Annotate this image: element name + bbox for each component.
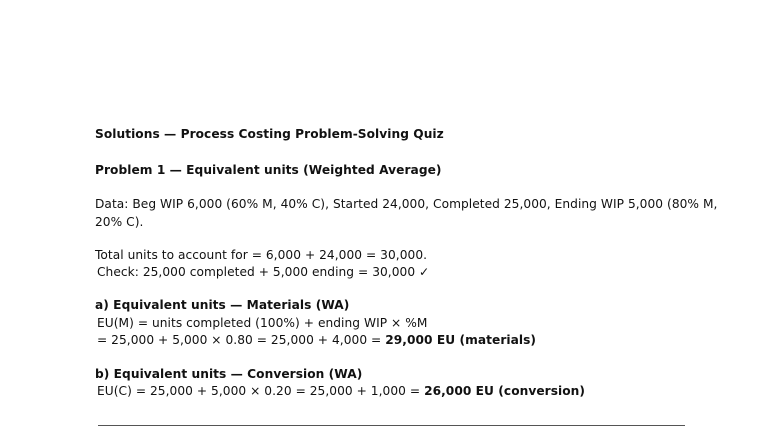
data-line-2: 20% C). bbox=[95, 215, 144, 229]
bottom-divider bbox=[98, 425, 685, 426]
part-b-calc-text: EU(C) = 25,000 + 5,000 × 0.20 = 25,000 + 1,000 = bbox=[97, 384, 425, 398]
page-title: Solutions — Process Costing Problem-Solving Quiz bbox=[95, 127, 444, 141]
data-line-1: Data: Beg WIP 6,000 (60% M, 40% C), Started 24,000, Completed 25,000, Ending WIP 5,000 (80% M, bbox=[95, 197, 718, 211]
part-b-heading: b) Equivalent units — Conversion (WA) bbox=[95, 367, 363, 381]
part-a-result: 29,000 EU (materials) bbox=[385, 333, 537, 347]
check-line: Check: 25,000 completed + 5,000 ending = 30,000 ✓ bbox=[97, 265, 430, 279]
part-a-calculation bbox=[97, 332, 536, 348]
part-b-result: 26,000 EU (conversion) bbox=[424, 384, 586, 398]
problem-heading: Problem 1 — Equivalent units (Weighted Average) bbox=[95, 163, 442, 177]
part-a-heading: a) Equivalent units — Materials (WA) bbox=[95, 298, 350, 312]
part-a-formula: EU(M) = units completed (100%) + ending WIP × %M bbox=[97, 316, 428, 330]
total-units-line: Total units to account for = 6,000 + 24,000 = 30,000. bbox=[95, 248, 428, 262]
part-a-calc-text: = 25,000 + 5,000 × 0.80 = 25,000 + 4,000 = bbox=[97, 333, 386, 347]
part-b-calculation bbox=[97, 383, 585, 399]
